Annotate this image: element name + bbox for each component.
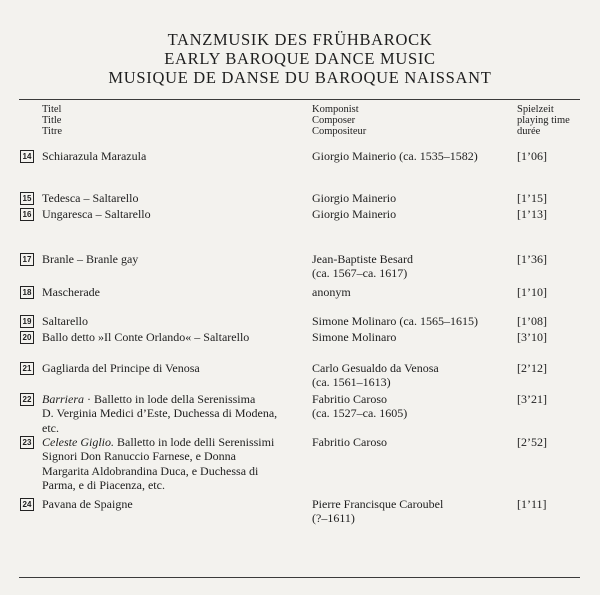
track-number-box: 19 [20, 315, 34, 328]
track-title: Branle – Branle gay [42, 252, 139, 266]
track-number-box: 18 [20, 286, 34, 299]
composer-dates: (ca. 1567–ca. 1617) [312, 266, 408, 281]
track-duration: [1’11] [517, 497, 547, 511]
column-header-time [517, 104, 570, 137]
track-number-box: 16 [20, 208, 34, 221]
track-composer [312, 392, 407, 421]
composer-name: Fabritio Caroso [312, 392, 387, 406]
header-time-fr: durée [517, 126, 541, 137]
title-rest: Balletto in lode delli Serenissimi [114, 435, 275, 449]
header-title-de: Titel [42, 104, 62, 115]
title-line: Margarita Aldobrandina Duca, e Duchessa di [42, 463, 259, 478]
track-duration: [1’15] [517, 191, 547, 205]
header-composer-fr: Compositeur [312, 126, 367, 137]
title-line: Signori Don Ranuccio Farnese, e Donna [42, 449, 236, 464]
title-italic: Barriera [42, 392, 84, 406]
track-title [42, 392, 277, 435]
column-header-composer [312, 104, 366, 137]
title-rest: · Balletto in lode della Serenissima [84, 392, 256, 406]
composer-dates: (?–1611) [312, 511, 355, 526]
header-time-en: playing time [517, 115, 570, 126]
track-number-box: 15 [20, 192, 34, 205]
track-duration: [3’21] [517, 392, 547, 406]
composer-dates: (ca. 1527–ca. 1605) [312, 406, 408, 421]
track-number-box: 20 [20, 331, 34, 344]
composer-name: Pierre Francisque Caroubel [312, 497, 444, 511]
track-title: Pavana de Spaigne [42, 497, 133, 511]
track-title: Ungaresca – Saltarello [42, 207, 151, 221]
heading-french: MUSIQUE DE DANSE DU BAROQUE NAISSANT [108, 68, 492, 87]
track-title: Tedesca – Saltarello [42, 191, 139, 205]
track-duration: [1’36] [517, 252, 547, 266]
track-composer [312, 252, 413, 281]
header-title-fr: Titre [42, 126, 63, 137]
track-number-box: 21 [20, 362, 34, 375]
track-duration: [3’10] [517, 330, 547, 344]
track-number-box: 23 [20, 436, 34, 449]
page-heading [0, 30, 600, 87]
track-title: Saltarello [42, 314, 88, 328]
header-time-de: Spielzeit [517, 104, 554, 115]
track-duration: [2’52] [517, 435, 547, 449]
track-title [42, 435, 274, 493]
header-composer-de: Komponist [312, 104, 359, 115]
top-rule [19, 99, 580, 100]
track-title: Ballo detto »Il Conte Orlando« – Saltarello [42, 330, 250, 344]
track-composer: Giorgio Mainerio (ca. 1535–1582) [312, 149, 478, 163]
track-composer: Simone Molinaro [312, 330, 397, 344]
title-line: D. Verginia Medici d’Este, Duchessa di Modena, [42, 406, 278, 421]
column-header-title [42, 104, 62, 137]
title-line: etc. [42, 420, 59, 435]
track-composer: Giorgio Mainerio [312, 207, 397, 221]
track-composer [312, 361, 439, 390]
header-composer-en: Composer [312, 115, 356, 126]
track-composer: anonym [312, 285, 351, 299]
track-number-box: 22 [20, 393, 34, 406]
track-title: Mascherade [42, 285, 100, 299]
track-number-box: 24 [20, 498, 34, 511]
track-duration: [1’10] [517, 285, 547, 299]
track-title: Gagliarda del Principe di Venosa [42, 361, 200, 375]
track-duration: [1’08] [517, 314, 547, 328]
track-title: Schiarazula Marazula [42, 149, 147, 163]
track-number-box: 17 [20, 253, 34, 266]
track-duration: [1’13] [517, 207, 547, 221]
composer-name: Carlo Gesualdo da Venosa [312, 361, 439, 375]
header-title-en: Title [42, 115, 62, 126]
bottom-rule [19, 577, 580, 578]
track-duration: [1’06] [517, 149, 547, 163]
composer-dates: (ca. 1561–1613) [312, 375, 391, 390]
heading-english: EARLY BAROQUE DANCE MUSIC [164, 49, 436, 68]
track-composer: Fabritio Caroso [312, 435, 387, 449]
track-composer [312, 497, 443, 526]
track-duration: [2’12] [517, 361, 547, 375]
composer-name: Jean-Baptiste Besard [312, 252, 413, 266]
track-number-box: 14 [20, 150, 34, 163]
title-line: Parma, e di Piacenza, etc. [42, 478, 165, 493]
track-composer: Giorgio Mainerio [312, 191, 397, 205]
title-italic: Celeste Giglio. [42, 435, 114, 449]
track-composer: Simone Molinaro (ca. 1565–1615) [312, 314, 478, 328]
heading-german: TANZMUSIK DES FRÜHBAROCK [167, 30, 433, 49]
